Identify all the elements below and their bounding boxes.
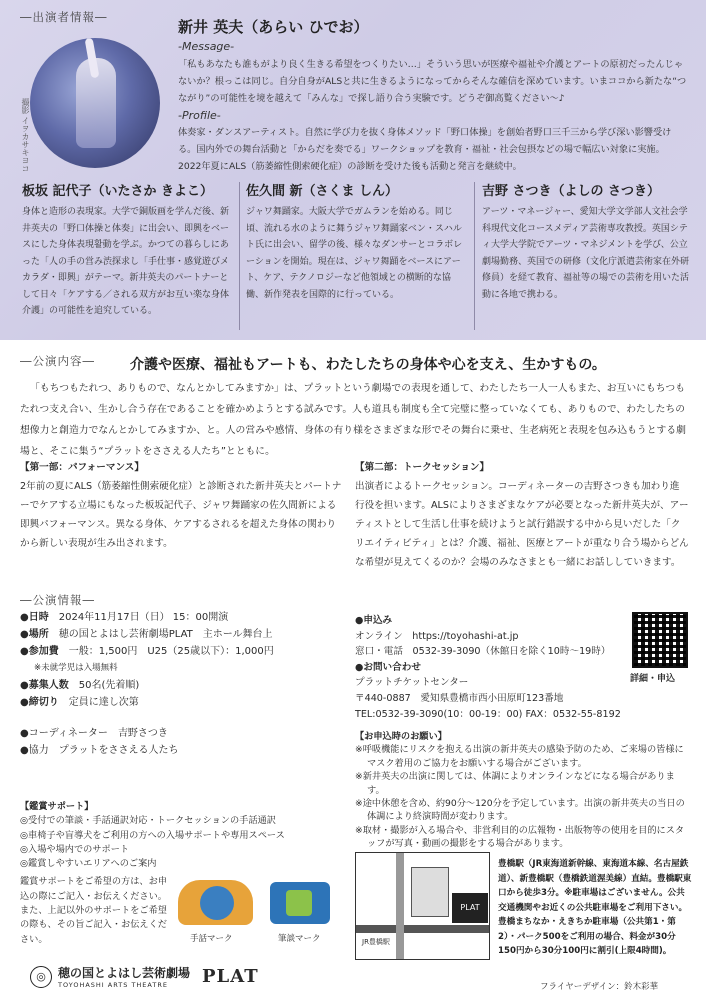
write-mark-caption: 筆談マーク (278, 934, 321, 944)
member-bio: アーツ・マネージャー、愛知大学文学部人文社会学科現代文化コースメディア芸術専攻教授。英国シティ大学大学院でアーツ・マネジメントを学び、公立劇場勤務、英国での研修（文化庁派遣芸術家在外研修員）を経て教育、福祉等の場での芸術を用いた活動に各地で携わる。 (482, 207, 690, 300)
divider (474, 182, 475, 330)
info-deadline (20, 694, 340, 711)
sign-mark-caption: 手話マーク (190, 934, 233, 944)
member-sakuma (246, 180, 468, 340)
notice-item: ※呼吸機能にリスクを抱える出演の新井英夫の感染予防のため、ご来場の皆様にマスク着用のご協力をお願いする場合がございます。 (355, 744, 684, 769)
member-itasaka (22, 180, 237, 340)
performer-section-label: ―出演者情報― (20, 10, 108, 24)
profile-heading: -Profile- (178, 109, 221, 122)
qr-code-icon[interactable] (632, 612, 688, 668)
part1-text: 2年前の夏にALS（筋萎縮性側索硬化症）と診断された新井英夫とパートナーでケアする立場にもなった板坂記代子、ジャワ舞踊家の佐久間新による即興パフォーマンス。異なる身体、ケアするされるを超えた身体の関わりから新しい表現が生み出されます。 (20, 481, 342, 549)
member-yoshino (482, 180, 690, 340)
venue-value: 穂の国とよはし芸術劇場PLAT 主ホール舞台上 (58, 629, 273, 640)
notice-block (355, 730, 690, 851)
divider (239, 182, 240, 330)
deadline-value: 定員に達し次第 (68, 697, 139, 708)
info-section-label: ―公演情報― (20, 593, 95, 607)
notice-heading: 【お申込時のお願い】 (355, 731, 447, 742)
footer-logo (30, 964, 259, 989)
info-list (20, 609, 340, 711)
apply-counter: 窓口・電話 0532-39-3090（休館日を除く10時～19時） (355, 646, 611, 658)
address: 〒440-0887 愛知県豊橋市西小田原町123番地 (355, 692, 564, 704)
cooperation-row (20, 742, 179, 759)
fee-value: 一般：1,500円 U25（25歳以下）：1,000円 (68, 646, 274, 657)
coordinator-value: 吉野さつき (117, 728, 168, 739)
coordinator-row (20, 725, 179, 742)
logo-plat: PLAT (202, 966, 259, 987)
performer-photo (30, 38, 160, 168)
info-capacity (20, 677, 340, 694)
performer-section (0, 0, 706, 340)
part2-text: 出演者によるトークセッション。コーディネーターの吉野さつきも加わり進行役を担います。ALSによりさまざまなケアが必要となった新井英夫が、アーティストとして生活し仕事を続けようと試行錯誤する中から見いだした「クリエイティビティ」とは？介護、福祉、医療とアートが重なり合う場からどんな希望が見えてくるのか？会場のみなさまとも一緒にお話ししていきます。 (355, 481, 689, 568)
member-name: 吉野 さつき（よしの さつき） (482, 184, 661, 199)
logo-en: TOYOHASHI ARTS THEATRE (58, 981, 168, 989)
venue-label: ●場所 (20, 629, 49, 640)
qr-label: 詳細・申込 (630, 674, 676, 684)
access-map (355, 852, 490, 960)
message-heading: -Message- (178, 40, 235, 53)
support-item: ◎入場や場内でのサポート (20, 843, 130, 855)
performance-body: 「もちつもたれつ、ありもので、なんとかしてみますか」は、プラットという劇場での表現を通して、わたしたち一人一人もまた、お互いにもちつもたれつ支え合い、生かし合う存在であることを確かめようとする試みです。人も道具も制度も全て完璧に整っていなくても、ありもので、わたしたちの想像力と創造力でなんとかしてみますか、と。人の営みや感情、身体の有り様をさまざまな形でその舞台に乗せ、生老病死と表現を包み込もうとする劇場と、そこに集う“プラットをささえる人たち”とともに。 (20, 383, 686, 457)
notice-item: ※新井英夫の出演に関しては、体調によりオンラインなどになる場合があります。 (355, 771, 675, 796)
tel-fax: TEL:0532-39-3090(10：00-19：00) FAX：0532-55-8192 (355, 708, 621, 720)
map-road (396, 853, 404, 960)
member-name: 板坂 記代子（いたさか きよこ） (22, 184, 214, 199)
support-marks (178, 880, 338, 960)
coordinator-label: ●コーディネーター (20, 728, 108, 739)
members-row (0, 180, 706, 340)
sign-language-hand-icon (200, 886, 234, 920)
cooperation-value: プラットをささえる人たち (58, 745, 179, 756)
map-plat: PLAT (452, 893, 488, 923)
date-label: ●日時 (20, 612, 49, 623)
part1 (20, 458, 342, 553)
access-text: 豊橋駅（JR東海道新幹線、東海道本線、名古屋鉄道）、新豊橋駅（豊橋鉄道渥美線）直結。豊橋駅東口から徒歩3分。※駐車場はございません。公共交通機関やお近くの公共駐車場をご利用下さい。豊橋まちなか・えきちか駐車場（公共第1・第2）・パーク500をご利用の場合、料金が30分150円から30分100円に割引(上限4時間)。 (498, 859, 692, 956)
contact-heading: ●お問い合わせ (355, 661, 421, 673)
apply-online[interactable]: オンライン https://toyohashi-at.jp (355, 630, 519, 642)
photo-credit: 撮影 イヲカサキヨコ (21, 98, 30, 173)
info-fee (20, 643, 340, 660)
ticket-center: プラットチケットセンター (355, 677, 469, 689)
capacity-value: 50名(先着順) (78, 680, 140, 691)
apply-heading: ●申込み (355, 615, 393, 626)
notice-item: ※途中休憩を含め、約90分～120分を予定しています。出演の新井英夫の当日の体調により終演時間が変わります。 (355, 798, 685, 823)
info-venue (20, 626, 340, 643)
date-value: 2024年11月17日（日） 15：00開演 (58, 612, 229, 623)
support-request: 鑑賞サポートをご希望の方は、お申込の際にご記入・お伝えください。また、上記以外のサポートをご希望の際も、その旨ご記入・お伝えください。 (20, 876, 167, 945)
cooperation-label: ●協力 (20, 745, 49, 756)
performance-headline: 介護や医療、福祉もアートも、わたしたちの身体や心を支え、生かすもの。 (130, 357, 606, 373)
performance-section-label: ―公演内容― (20, 354, 95, 368)
notice-item: ※取材・撮影が入る場合や、非営利目的の広報物・出版物等の使用を目的にスタッフが写真・動画の撮影をする場合があります。 (355, 824, 685, 850)
deadline-label: ●締切り (20, 697, 59, 708)
written-communication-pen-icon (286, 890, 312, 916)
capacity-label: ●募集人数 (20, 680, 69, 691)
support-item: ◎受付での筆談・手話通訳対応・トークセッションの手話通訳 (20, 815, 276, 827)
credits (20, 725, 179, 759)
support-item: ◎車椅子や盲導犬をご利用の方への入場サポートや専用スペース (20, 829, 285, 841)
theatre-logo-icon: ◎ (30, 966, 52, 988)
map-station-label: JR豊橋駅 (362, 938, 390, 946)
member-bio: ジャワ舞踊家。大阪大学でガムランを始める。同じ頃、流れる水のように舞うジャワ舞踊家ベン・スハルト氏に出会い、留学の後、様々なダンサーとコラボレーションを開始。現在は、ジャワ舞踊をベースにアート、ケア、テクノロジーなど他領域との横断的な協働、新作発表を国際的に行っている。 (246, 207, 463, 300)
designer-credit: フライヤーデザイン：鈴木彩華 (540, 982, 659, 992)
info-date (20, 609, 340, 626)
logo-jp: 穂の国とよはし芸術劇場 (58, 966, 191, 980)
fee-label: ●参加費 (20, 646, 59, 657)
map-building (411, 867, 449, 917)
profile-text: 体奏家・ダンスアーティスト。自然に学び力を抜く身体メソッド「野口体操」を創始者野口三千三から学び深い影響受ける。国内外での舞台活動と「からだを奏でる」ワークショップを教育・福祉・社会包摂などの場で幅広い対象に実施。2022年夏にALS（筋萎縮性側索硬化症）の診断を受けた後も活動と発言を継続中。 (178, 127, 672, 172)
performer-name: 新井 英夫（あらい ひでお） (178, 18, 369, 36)
member-name: 佐久間 新（さくま しん） (246, 184, 399, 199)
support-item: ◎鑑賞しやすいエリアへのご案内 (20, 858, 157, 870)
message-text: 「私もあなたも誰もがより良く生きる希望をつくりたい…」そういう思いが医療や福祉や介護とアートの原初だったんじゃないか？根っこは同じ。自分自身がALSと共に生きるようになってからそんな確信を深めています。いまココから新たな“つながり”の可能性を境を越えて「みんな」で探し語り合う実験です。どうぞ御高覧ください～♪ (178, 59, 687, 104)
map-road (356, 925, 490, 933)
fee-note: ※未就学児は入場無料 (34, 663, 118, 673)
part2-heading: 【第二部：トークセッション】 (355, 462, 490, 473)
part2 (355, 458, 689, 572)
part1-heading: 【第一部：パフォーマンス】 (20, 462, 144, 473)
support-heading: 【鑑賞サポート】 (20, 801, 94, 812)
member-bio: 身体と造形の表現家。大学で銅版画を学んだ後、新井英夫の「野口体操と体奏」に出会い、即興をベースにした身体表現활動を学ぶ。かつての暮らしにあった「人の手の営み渋探求し「手仕事・感覚遊びメカラダ・即興」がテーマ。新井英夫のパートナーとして日々「ケアする／される双方がお互い楽な身体介護」の可能性を追究している。 (22, 207, 230, 316)
